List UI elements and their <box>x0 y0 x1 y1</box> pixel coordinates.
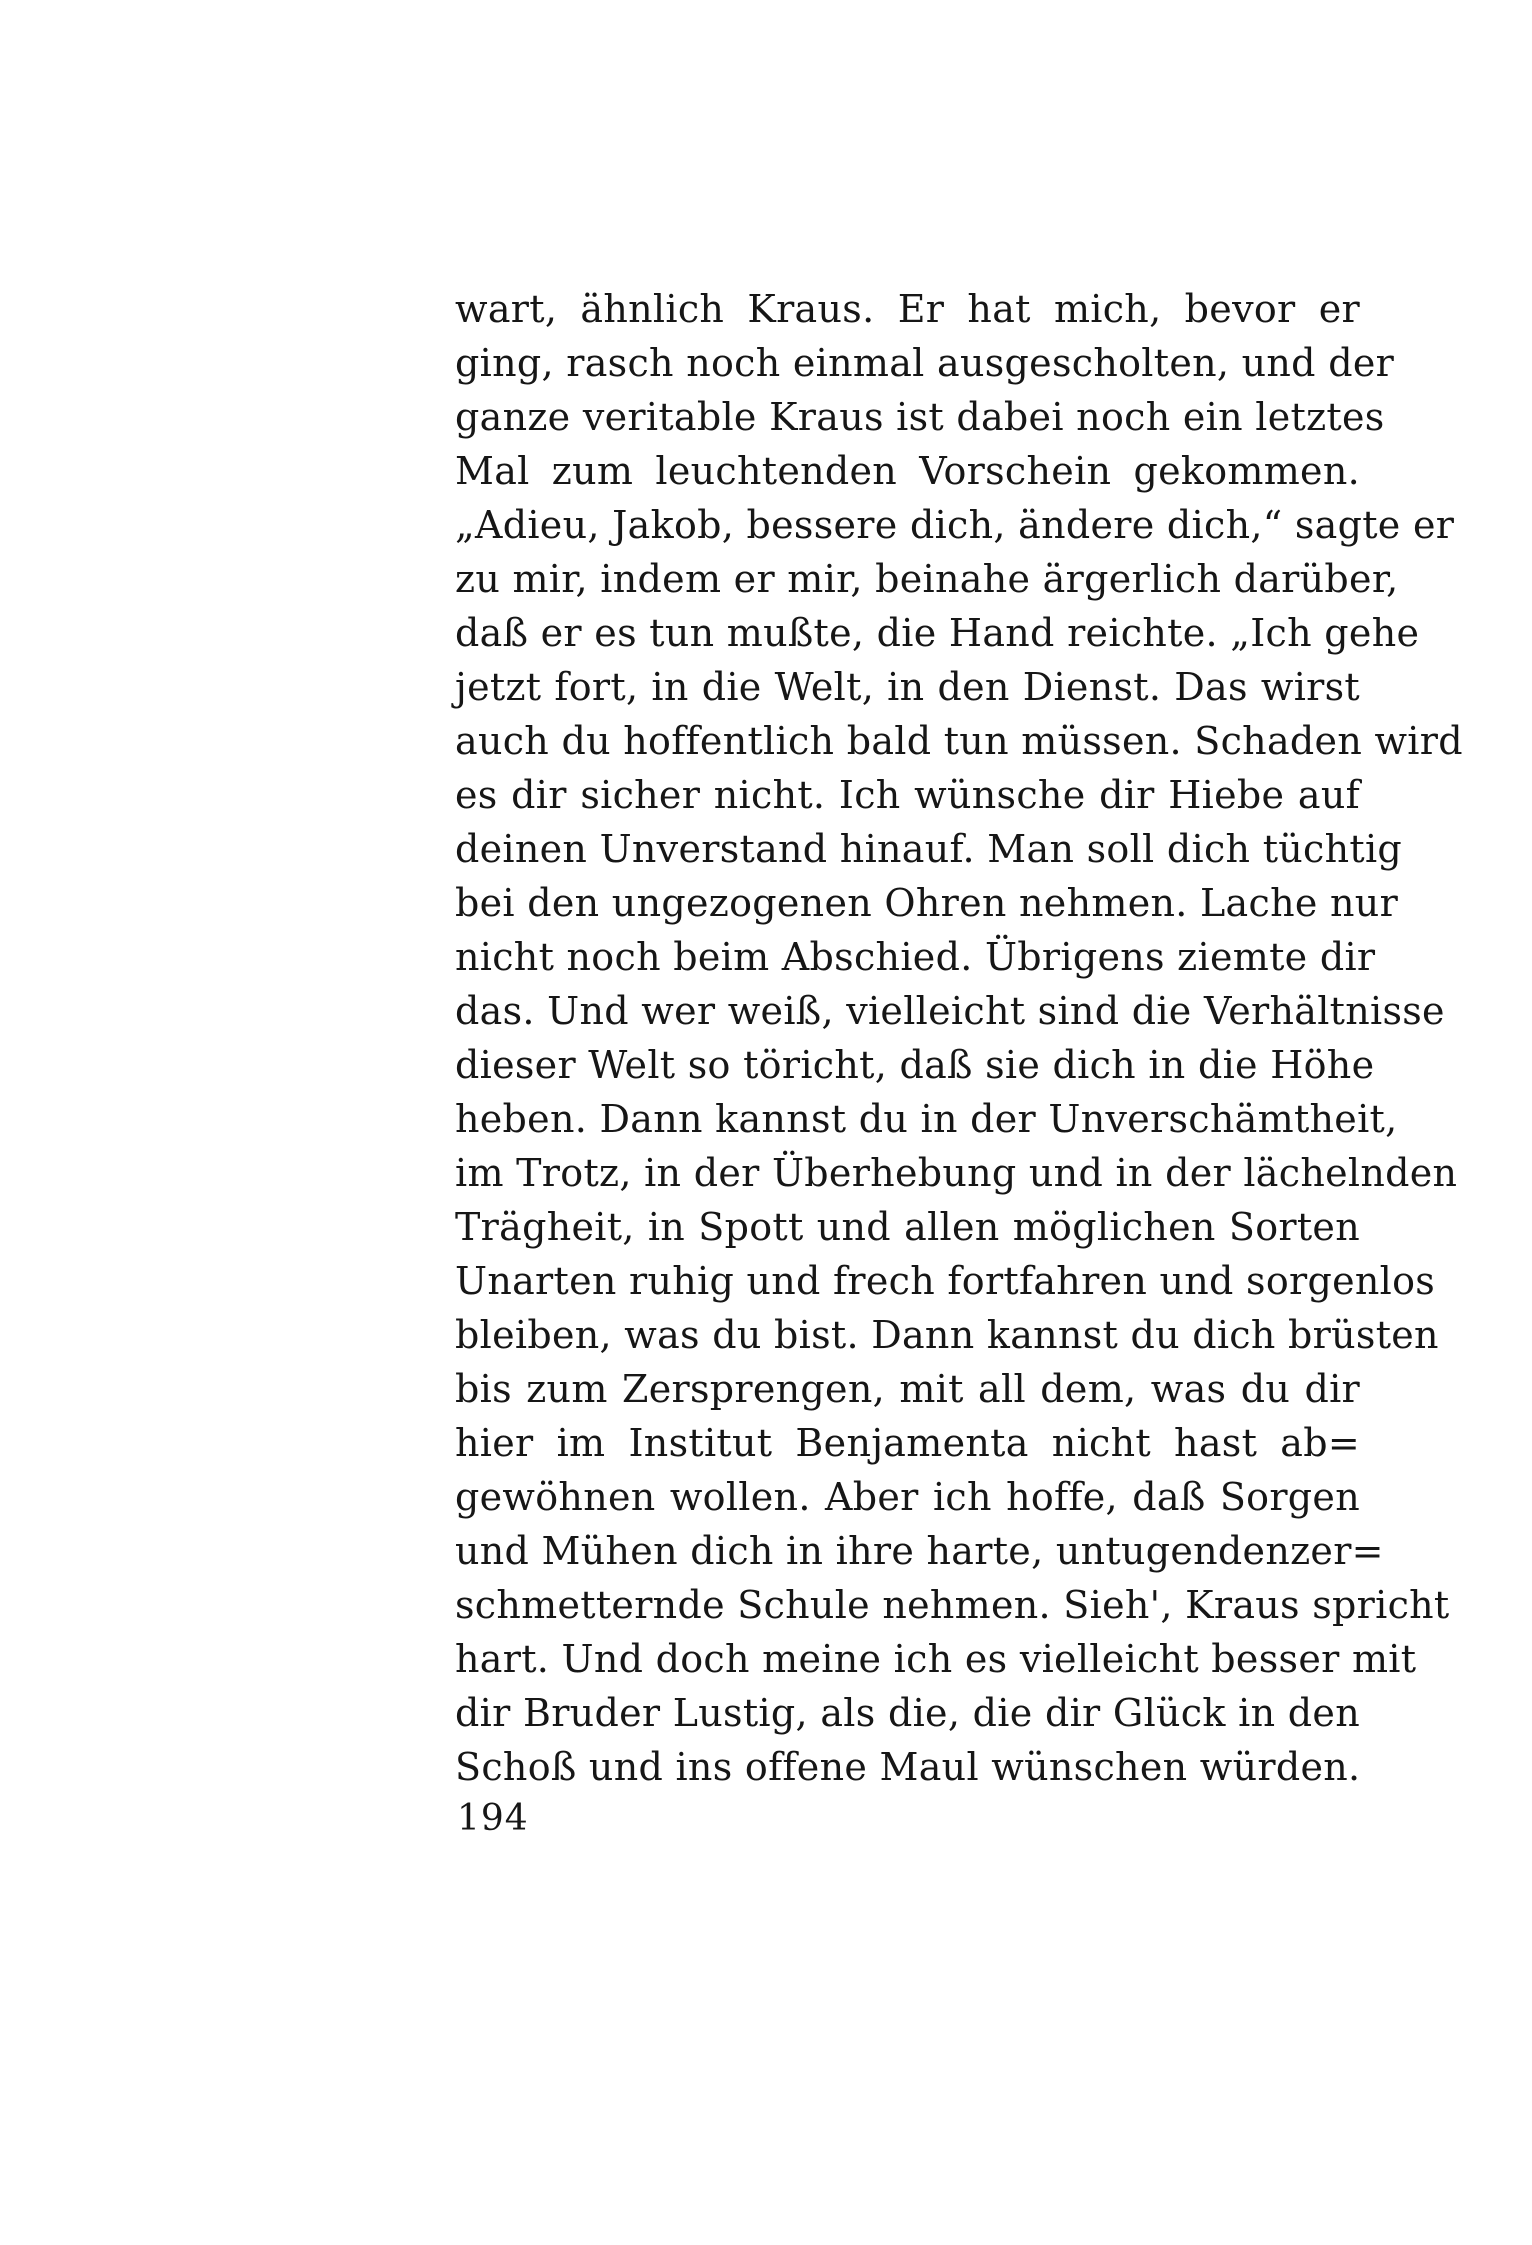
text-line: hier im Institut Benjamenta nicht hast ab= <box>455 1421 1360 1465</box>
text-line: auch du hoffentlich bald tun müssen. Schaden wird <box>455 719 1463 763</box>
text-line: das. Und wer weiß, vielleicht sind die Verhältnisse <box>455 989 1445 1033</box>
text-line: daß er es tun mußte, die Hand reichte. „Ich gehe <box>455 611 1420 655</box>
text-line: und Mühen dich in ihre harte, untugendenzer= <box>455 1529 1384 1573</box>
text-line: Schoß und ins offene Maul wünschen würden. <box>455 1745 1361 1789</box>
text-line: schmetternde Schule nehmen. Sieh', Kraus spricht <box>455 1583 1450 1627</box>
text-line: ging, rasch noch einmal ausgescholten, und der <box>455 341 1395 385</box>
text-line: heben. Dann kannst du in der Unverschämtheit, <box>455 1097 1398 1141</box>
text-line: wart, ähnlich Kraus. Er hat mich, bevor er <box>455 287 1360 331</box>
text-line: zu mir, indem er mir, beinahe ärgerlich darüber, <box>455 557 1399 601</box>
text-line: deinen Unverstand hinauf. Man soll dich tüchtig <box>455 827 1403 871</box>
text-line: Unarten ruhig und frech fortfahren und sorgenlos <box>455 1259 1436 1303</box>
text-line: im Trotz, in der Überhebung und in der lächelnden <box>455 1151 1458 1195</box>
text-line: bis zum Zersprengen, mit all dem, was du dir <box>455 1367 1360 1411</box>
text-line: „Adieu, Jakob, bessere dich, ändere dich,“ sagte er <box>455 503 1455 547</box>
text-line: dieser Welt so töricht, daß sie dich in die Höhe <box>455 1043 1375 1087</box>
text-line: ganze veritable Kraus ist dabei noch ein letztes <box>455 395 1385 439</box>
text-line: hart. Und doch meine ich es vielleicht besser mit <box>455 1637 1417 1681</box>
text-line: jetzt fort, in die Welt, in den Dienst. Das wirst <box>455 665 1360 709</box>
text-line: bei den ungezogenen Ohren nehmen. Lache nur <box>455 881 1399 925</box>
text-line: dir Bruder Lustig, als die, die dir Glück in den <box>455 1691 1360 1735</box>
text-line: Mal zum leuchtenden Vorschein gekommen. <box>455 449 1360 493</box>
page-number: 194 <box>457 1798 529 1839</box>
text-line: gewöhnen wollen. Aber ich hoffe, daß Sorgen <box>455 1475 1360 1519</box>
body-text <box>455 282 1463 1794</box>
text-line: bleiben, was du bist. Dann kannst du dich brüsten <box>455 1313 1439 1357</box>
text-line: es dir sicher nicht. Ich wünsche dir Hiebe auf <box>455 773 1360 817</box>
text-line: Trägheit, in Spott und allen möglichen Sorten <box>455 1205 1360 1249</box>
text-line: nicht noch beim Abschied. Übrigens ziemte dir <box>455 935 1376 979</box>
